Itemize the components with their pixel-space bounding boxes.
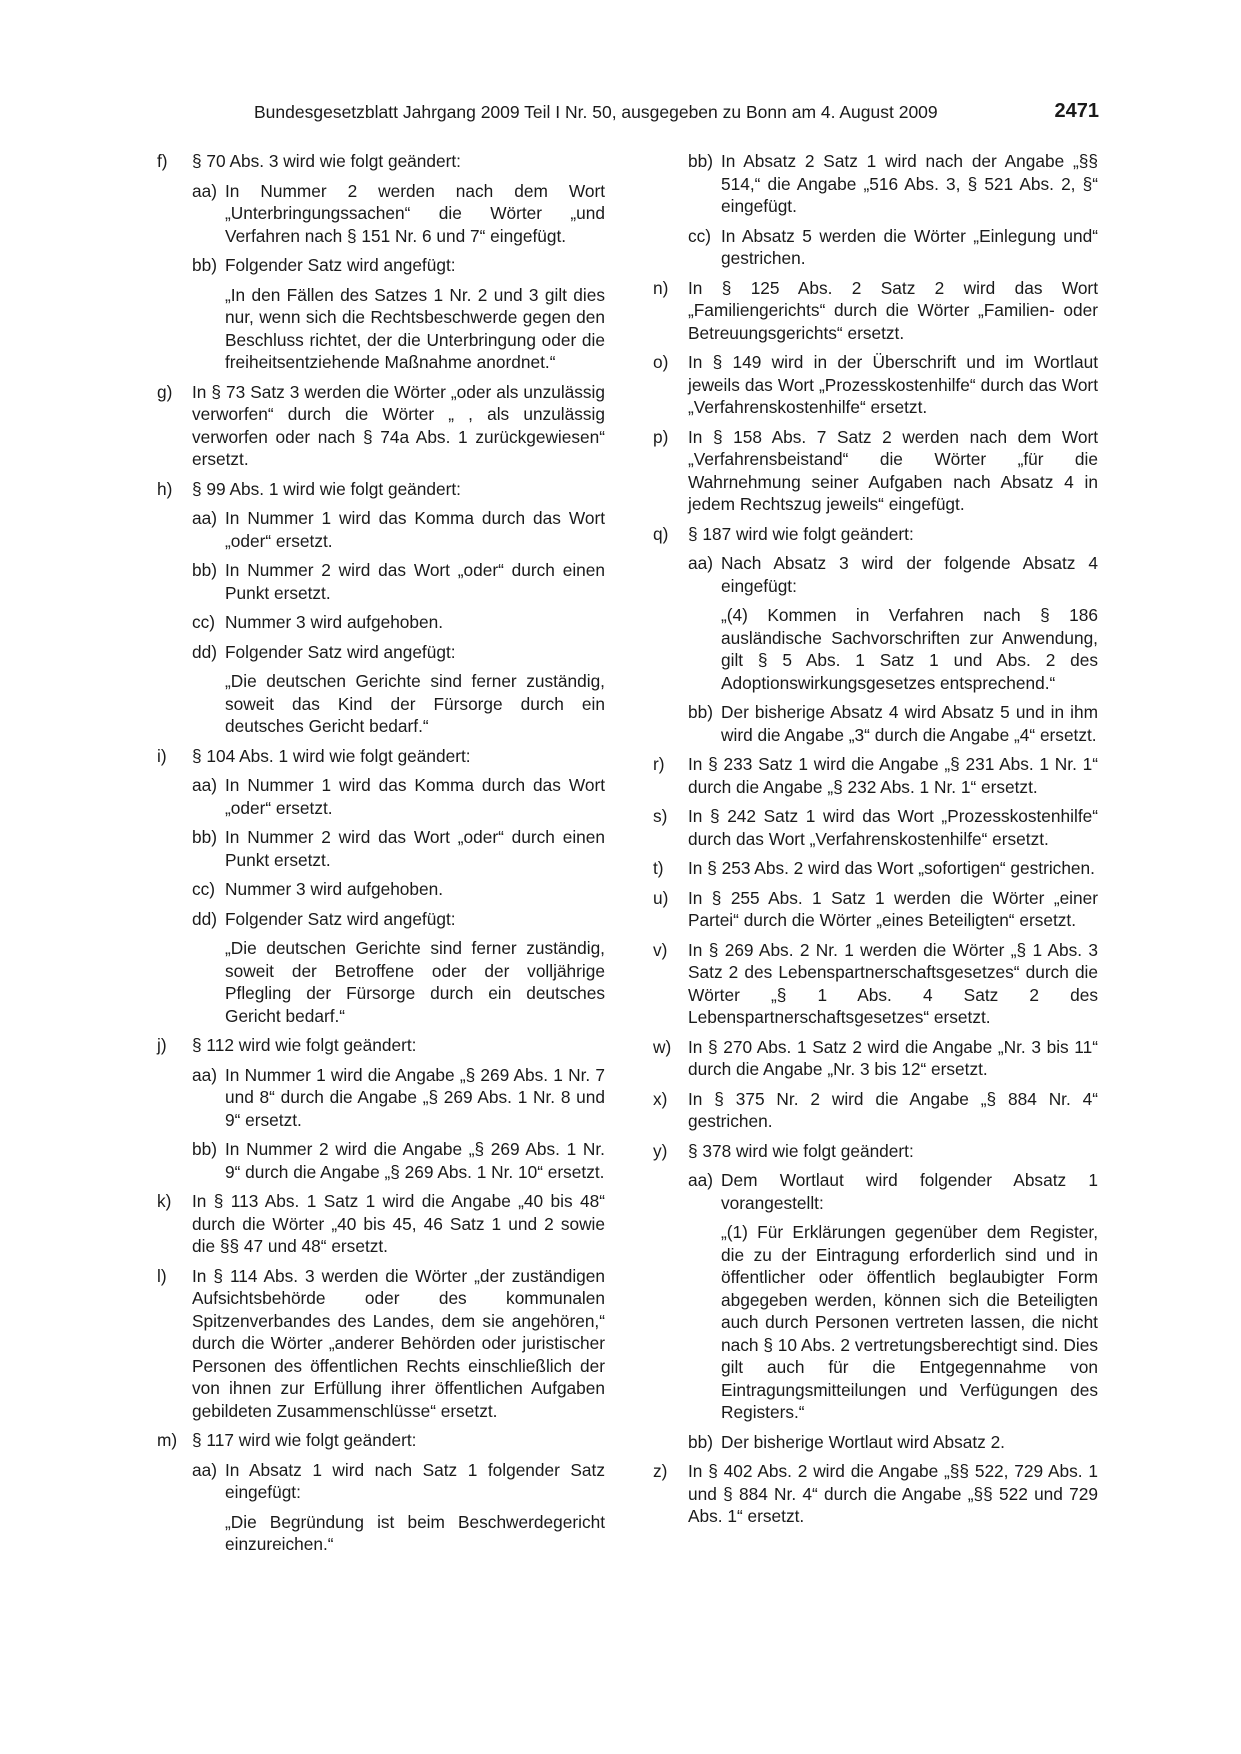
item-text: In § 125 Abs. 2 Satz 2 wird das Wort „Familiengerichts“ durch die Wörter „Familien- oder Betreuungsgerichts“ ersetzt.	[688, 277, 1098, 343]
item-text: In § 242 Satz 1 wird das Wort „Prozesskostenhilfe“ durch das Wort „Verfahrenskostenhilfe“ ersetzt.	[688, 806, 1098, 849]
item-marker: y)	[653, 1140, 668, 1161]
item-marker: aa)	[192, 180, 217, 201]
item-marker: cc)	[192, 879, 216, 899]
item-marker: j)	[157, 1035, 167, 1055]
item-marker: bb)	[688, 1431, 713, 1452]
amendment-item	[157, 1265, 605, 1423]
item-text: § 112 wird wie folgt geändert:	[192, 1035, 417, 1055]
amendment-item	[653, 701, 1098, 746]
item-marker: bb)	[688, 702, 713, 722]
item-marker: dd)	[192, 641, 217, 662]
right-column	[653, 150, 1098, 1535]
item-marker: cc)	[688, 225, 712, 246]
item-text: Nach Absatz 3 wird der folgende Absatz 4 eingefügt:	[721, 553, 1098, 596]
item-text: In Absatz 5 werden die Wörter „Einlegung und“ gestrichen.	[721, 225, 1098, 268]
amendment-item	[157, 1034, 605, 1057]
item-marker: aa)	[688, 1170, 713, 1190]
header-title: Bundesgesetzblatt Jahrgang 2009 Teil I Nr. 50, ausgegeben zu Bonn am 4. August 2009	[254, 102, 938, 122]
item-text: „In den Fällen des Satzes 1 Nr. 2 und 3 gilt dies nur, wenn sich die Rechtsbeschwerde gegen den Beschluss richtet, der die Unterbringung oder die freiheitsentziehende Maßnahme anordnet.“	[225, 284, 605, 372]
item-text: In Nummer 2 werden nach dem Wort „Unterbringungssachen“ die Wörter „und Verfahren nach § 151 Nr. 6 und 7“ eingefügt.	[225, 180, 605, 246]
item-text: In Nummer 1 wird das Komma durch das Wort „oder“ ersetzt.	[225, 508, 605, 551]
amendment-item	[653, 277, 1098, 345]
amendment-item	[653, 939, 1098, 1029]
amendment-item	[653, 552, 1098, 597]
item-text: In § 255 Abs. 1 Satz 1 werden die Wörter „einer Partei“ durch die Wörter „eines Beteiligten“ ersetzt.	[688, 887, 1098, 930]
amendment-item	[157, 150, 605, 173]
item-text: „(1) Für Erklärungen gegenüber dem Register, die zu der Eintragung erforderlich sind und in öffentlicher oder öffentlich beglaubigter Form abgegeben werden, können sich die Beteiligten auch durch Personen vertreten lassen, die nicht nach § 10 Abs. 2 vertretungsberechtigt sind. Dies gilt auch für die Entgegennahme von Eintragungsmitteilungen und Verfügungen des Registers.“	[721, 1222, 1098, 1422]
item-text: In § 73 Satz 3 werden die Wörter „oder als unzulässig verworfen“ durch die Wörter „ , als unzulässig verworfen oder nach § 74a Abs. 1 zurückgewiesen“ ersetzt.	[192, 381, 605, 469]
amendment-item	[157, 641, 605, 664]
amendment-item	[157, 507, 605, 552]
amendment-item	[653, 857, 1098, 880]
item-marker: n)	[653, 277, 669, 298]
item-text: § 378 wird wie folgt geändert:	[688, 1140, 914, 1161]
amendment-item	[653, 523, 1098, 546]
item-text: In Nummer 2 wird das Wort „oder“ durch einen Punkt ersetzt.	[225, 827, 605, 870]
item-text: Der bisherige Absatz 4 wird Absatz 5 und in ihm wird die Angabe „3“ durch die Angabe „4“ ersetzt.	[721, 702, 1098, 745]
item-marker: p)	[653, 426, 669, 447]
item-marker: cc)	[192, 612, 216, 632]
amendment-item	[653, 1088, 1098, 1133]
amendment-item	[157, 826, 605, 871]
amendment-item	[653, 1140, 1098, 1163]
amendment-item	[157, 611, 605, 634]
item-marker: bb)	[192, 1139, 217, 1159]
item-text: In § 270 Abs. 1 Satz 2 wird die Angabe „Nr. 3 bis 11“ durch die Angabe „Nr. 3 bis 12“ ersetzt.	[688, 1036, 1098, 1079]
quoted-text	[157, 937, 605, 1027]
amendment-item	[653, 1169, 1098, 1214]
amendment-item	[653, 150, 1098, 218]
amendment-item	[157, 1190, 605, 1258]
item-marker: r)	[653, 754, 665, 774]
amendment-item	[157, 774, 605, 819]
amendment-item	[653, 1460, 1098, 1528]
item-text: Folgender Satz wird angefügt:	[225, 255, 456, 275]
quoted-text	[157, 670, 605, 738]
item-marker: g)	[157, 381, 173, 402]
item-text: In Nummer 1 wird die Angabe „§ 269 Abs. 1 Nr. 7 und 8“ durch die Angabe „§ 269 Abs. 1 Nr. 8 und 9“ ersetzt.	[225, 1064, 605, 1130]
item-marker: o)	[653, 352, 669, 372]
item-text: Folgender Satz wird angefügt:	[225, 641, 456, 662]
item-text: § 104 Abs. 1 wird wie folgt geändert:	[192, 745, 471, 766]
page-number: 2471	[1054, 100, 1099, 122]
item-text: § 117 wird wie folgt geändert:	[192, 1430, 417, 1450]
amendment-item	[653, 753, 1098, 798]
item-marker: f)	[157, 151, 168, 171]
amendment-item	[653, 426, 1098, 516]
item-marker: bb)	[192, 255, 217, 275]
item-text: Dem Wortlaut wird folgender Absatz 1 vorangestellt:	[721, 1170, 1098, 1213]
quoted-text	[653, 604, 1098, 694]
item-marker: u)	[653, 887, 669, 908]
item-text: Der bisherige Wortlaut wird Absatz 2.	[721, 1431, 1005, 1452]
item-marker: i)	[157, 745, 167, 766]
item-text: In § 375 Nr. 2 wird die Angabe „§ 884 Nr. 4“ gestrichen.	[688, 1088, 1098, 1131]
item-marker: aa)	[192, 775, 217, 795]
item-text: In § 113 Abs. 1 Satz 1 wird die Angabe „40 bis 48“ durch die Wörter „40 bis 45, 46 Satz 1 und 2 sowie die §§ 47 und 48“ ersetzt.	[192, 1191, 605, 1256]
quoted-text	[157, 284, 605, 374]
item-text: In Nummer 2 wird das Wort „oder“ durch einen Punkt ersetzt.	[225, 560, 605, 603]
item-text: § 99 Abs. 1 wird wie folgt geändert:	[192, 478, 461, 499]
amendment-item	[157, 908, 605, 931]
item-marker: t)	[653, 858, 664, 878]
item-text: In § 253 Abs. 2 wird das Wort „sofortigen“ gestrichen.	[688, 858, 1095, 878]
amendment-item	[157, 478, 605, 501]
item-marker: q)	[653, 523, 669, 544]
amendment-item	[157, 878, 605, 901]
amendment-item	[653, 1036, 1098, 1081]
amendment-item	[157, 1459, 605, 1504]
amendment-item	[157, 180, 605, 248]
item-marker: bb)	[192, 560, 217, 580]
amendment-item	[653, 225, 1098, 270]
item-text: § 70 Abs. 3 wird wie folgt geändert:	[192, 151, 461, 171]
item-text: In § 402 Abs. 2 wird die Angabe „§§ 522, 729 Abs. 1 und § 884 Nr. 4“ durch die Angabe „§§ 522 und 729 Abs. 1“ ersetzt.	[688, 1461, 1098, 1526]
amendment-item	[653, 351, 1098, 419]
item-text: In § 158 Abs. 7 Satz 2 werden nach dem Wort „Verfahrensbeistand“ die Wörter „für die Wahrnehmung seiner Aufgaben nach Absatz 4 in jedem Rechtszug jeweils“ eingefügt.	[688, 426, 1098, 514]
amendment-item	[157, 1138, 605, 1183]
item-text: § 187 wird wie folgt geändert:	[688, 523, 914, 544]
item-text: In Nummer 2 wird die Angabe „§ 269 Abs. 1 Nr. 9“ durch die Angabe „§ 269 Abs. 1 Nr. 10“ ersetzt.	[225, 1139, 605, 1182]
left-column	[157, 150, 605, 1563]
item-text: In Absatz 2 Satz 1 wird nach der Angabe „§§ 514,“ die Angabe „516 Abs. 3, § 521 Abs. 2, §“ eingefügt.	[721, 151, 1098, 216]
item-marker: z)	[653, 1461, 668, 1481]
item-text: Folgender Satz wird angefügt:	[225, 908, 456, 929]
item-text: „(4) Kommen in Verfahren nach § 186 ausländische Sachvorschriften zur Anwendung, gilt § 5 Abs. 1 Satz 1 und Abs. 2 des Adoptionswirkungsgesetzes entsprechend.“	[721, 605, 1098, 693]
item-marker: aa)	[192, 508, 217, 528]
item-text: „Die deutschen Gerichte sind ferner zuständig, soweit das Kind der Fürsorge durch ein deutsches Gericht bedarf.“	[225, 671, 605, 736]
quoted-text	[653, 1221, 1098, 1424]
item-marker: s)	[653, 806, 668, 826]
item-marker: x)	[653, 1088, 668, 1109]
item-text: In Absatz 1 wird nach Satz 1 folgender Satz eingefügt:	[225, 1459, 605, 1502]
item-marker: w)	[653, 1036, 672, 1057]
item-text: In § 269 Abs. 2 Nr. 1 werden die Wörter „§ 1 Abs. 3 Satz 2 des Lebenspartnerschaftsgesetzes“ durch die Wörter „§ 1 Abs. 4 Satz 2 des Lebenspartnerschaftsgesetzes“ ersetzt.	[688, 939, 1098, 1027]
item-marker: m)	[157, 1430, 178, 1450]
item-marker: bb)	[688, 151, 713, 171]
item-text: Nummer 3 wird aufgehoben.	[225, 879, 444, 899]
item-text: Nummer 3 wird aufgehoben.	[225, 612, 444, 632]
page-header	[0, 100, 1241, 126]
quoted-text	[157, 1511, 605, 1556]
item-text: In § 233 Satz 1 wird die Angabe „§ 231 Abs. 1 Nr. 1“ durch die Angabe „§ 232 Abs. 1 Nr. 1“ ersetzt.	[688, 754, 1098, 797]
item-text: „Die deutschen Gerichte sind ferner zuständig, soweit der Betroffene oder der volljährige Pflegling der Fürsorge durch ein deutsches Gericht bedarf.“	[225, 938, 605, 1026]
item-marker: aa)	[192, 1064, 217, 1085]
amendment-item	[157, 559, 605, 604]
item-text: „Die Begründung ist beim Beschwerdegericht einzureichen.“	[225, 1511, 605, 1554]
item-marker: k)	[157, 1191, 172, 1211]
amendment-item	[157, 1429, 605, 1452]
item-marker: bb)	[192, 827, 217, 847]
amendment-item	[157, 254, 605, 277]
item-marker: dd)	[192, 908, 217, 929]
item-marker: aa)	[192, 1459, 217, 1480]
amendment-item	[157, 1064, 605, 1132]
item-marker: v)	[653, 939, 668, 960]
amendment-item	[653, 1431, 1098, 1454]
item-marker: h)	[157, 478, 173, 499]
amendment-item	[157, 745, 605, 768]
item-text: In Nummer 1 wird das Komma durch das Wort „oder“ ersetzt.	[225, 775, 605, 818]
item-marker: l)	[157, 1265, 167, 1286]
item-text: In § 114 Abs. 3 werden die Wörter „der zuständigen Aufsichtsbehörde oder des kommunalen Spitzenverbandes des Landes, dem sie angehören,“ durch die Wörter „anderer Behörden oder juristischer Personen des öffentlichen Rechts einschließlich der von ihnen zur Erfüllung ihrer öffentlichen Aufgaben gebildeten Zusammenschlüsse“ ersetzt.	[192, 1265, 605, 1421]
item-marker: aa)	[688, 553, 713, 573]
item-text: In § 149 wird in der Überschrift und im Wortlaut jeweils das Wort „Prozesskostenhilfe“ durch das Wort „Verfahrenskostenhilfe“ ersetzt.	[688, 352, 1098, 417]
amendment-item	[653, 805, 1098, 850]
amendment-item	[653, 887, 1098, 932]
amendment-item	[157, 381, 605, 471]
